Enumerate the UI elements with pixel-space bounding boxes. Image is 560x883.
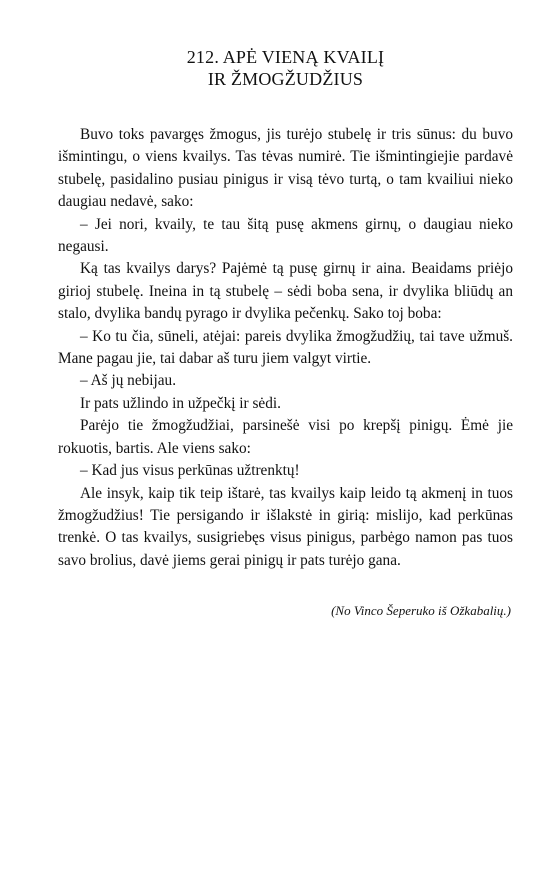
paragraph-5: – Aš jų nebijau. bbox=[80, 372, 177, 390]
story-title bbox=[58, 46, 513, 90]
paragraph-1: Buvo toks pavargęs žmogus, jis turėjo stubelę ir tris sūnus: du buvo išmintingu, o viens kvailys. Tas tėvas numirė. Tie išmintingiejie pardavė stubelę, pasidalino pusiau pinigus ir visą tėvo turtą, o tam kvailiui nieko daugiau nedavė, sako: bbox=[58, 126, 513, 211]
story-title-line-1: 212. APĖ VIENĄ KVAILĮ bbox=[186, 47, 385, 67]
paragraph-6: Ir pats užlindo in užpečkį ir sėdi. bbox=[80, 394, 281, 412]
paragraph-8: – Kad jus visus perkūnas užtrenktų! bbox=[80, 462, 300, 480]
paragraph-2: – Jei nori, kvaily, te tau šitą pusę akmens girnų, o daugiau nieko negausi. bbox=[58, 215, 513, 256]
paragraph-7: Parėjo tie žmogžudžiai, parsinešė visi po krepšį pinigų. Ėmė jie rokuotis, bartis. Ale viens sako: bbox=[58, 417, 513, 457]
paragraph-4: – Ko tu čia, sūneli, atėjai: pareis dvylika žmogžudžių, tai tave užmuš. Mane pagau jie, tai dabar aš turu jiem valgyt virtie. bbox=[58, 327, 513, 368]
paragraph-9: Ale insyk, kaip tik teip ištarė, tas kvailys kaip leido tą akmenį in tuos žmogžudžius! Tie persigando ir išlakstė in girią: mislijo, kad perkūnas trenkė. O tas kvailys, susigriebęs visus pinigus, parbėgo namon pas tuos savo brolius, davė jiems gerai pinigų ir pats turėjo gana. bbox=[58, 484, 513, 569]
source-note: (No Vinco Šeperuko iš Ožkabalių.) bbox=[331, 603, 511, 619]
story-title-line-2: IR ŽMOGŽUDŽIUS bbox=[207, 69, 364, 89]
story-body bbox=[58, 124, 513, 572]
paragraph-3: Ką tas kvailys darys? Pajėmė tą pusę girnų ir aina. Beaidams priėjo girioj stubelę. Ineina in tą stubelę – sėdi boba sena, ir dvylika bliūdų an stalo, dvylika bandų pyrago ir dvylika pečenkų. Sako toj boba: bbox=[58, 260, 513, 323]
